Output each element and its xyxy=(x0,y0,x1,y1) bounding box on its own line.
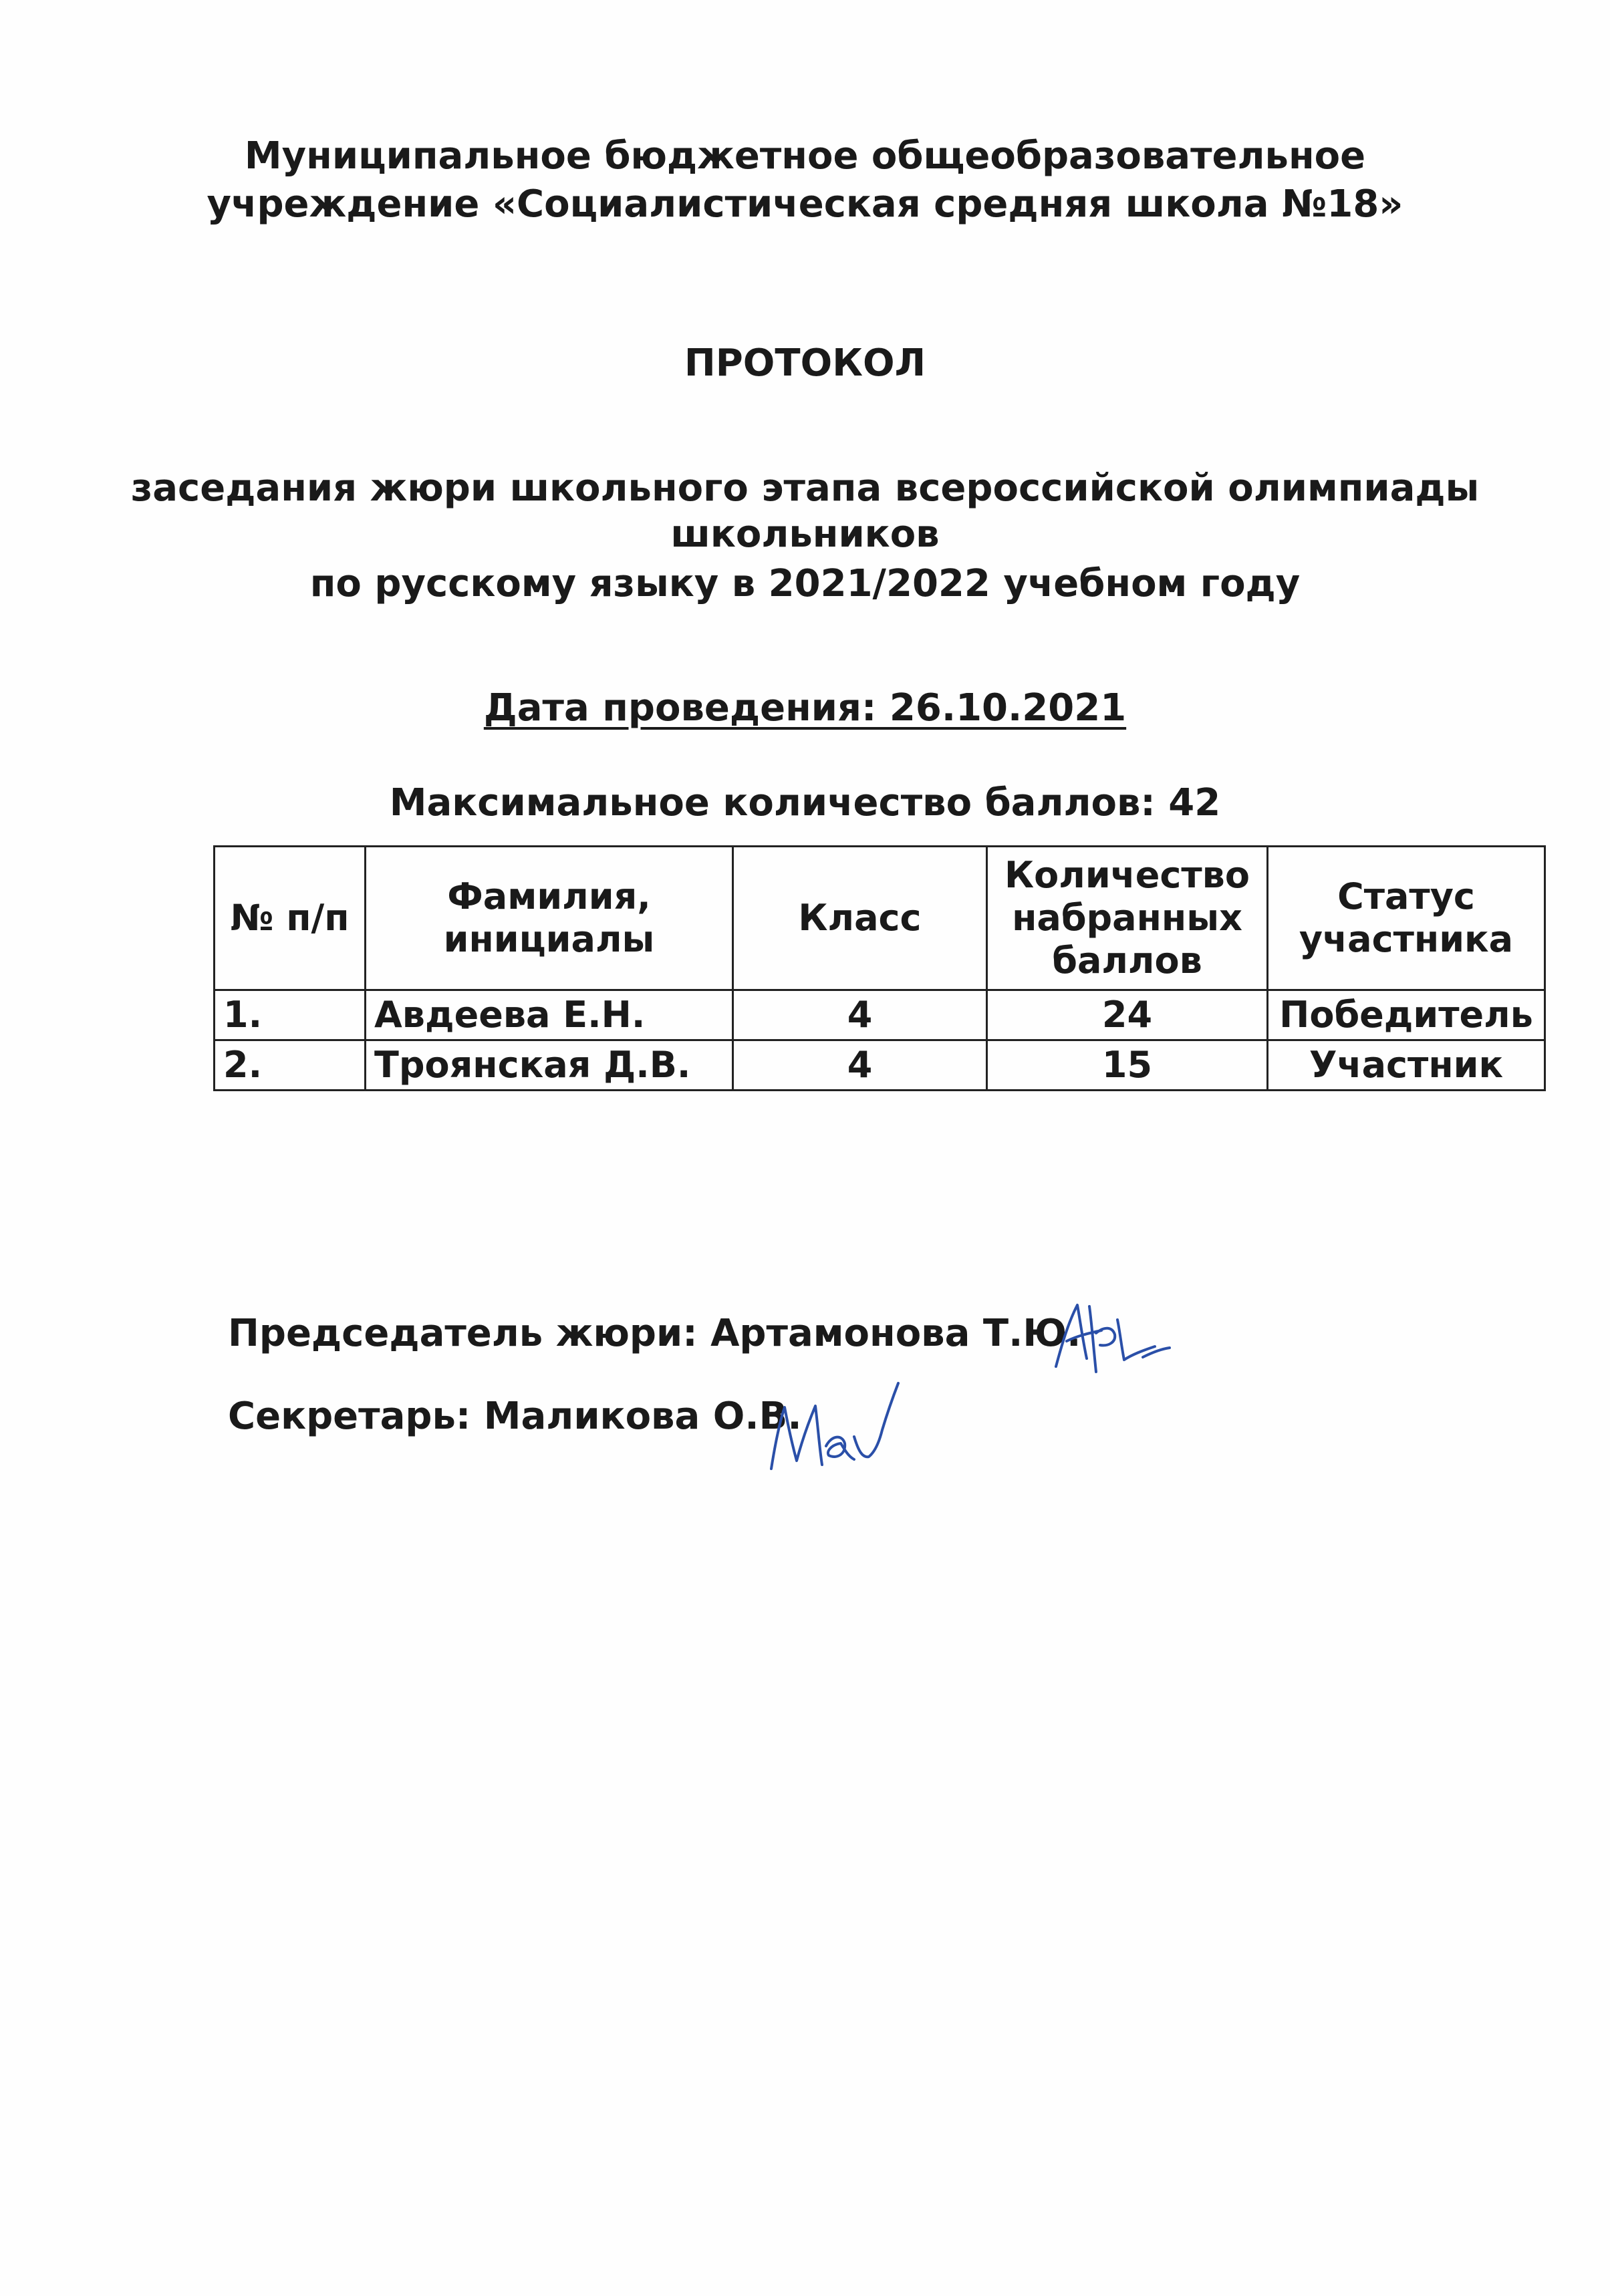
document-title: ПРОТОКОЛ xyxy=(684,341,926,385)
organization-name-line2: учреждение «Социалистическая средняя школа №18» xyxy=(207,182,1403,226)
results-table xyxy=(213,845,1546,1091)
column-header-points: Количество набранных баллов xyxy=(987,847,1268,990)
cell-grade: 4 xyxy=(733,1040,987,1091)
table-row xyxy=(215,1040,1545,1091)
cell-status: Победитель xyxy=(1268,990,1545,1040)
secretary-signature xyxy=(762,1377,909,1477)
chair-signature xyxy=(1043,1293,1176,1387)
subtitle-line3: по русскому языку в 2021/2022 учебном году xyxy=(309,562,1301,605)
subtitle-line2: школьников xyxy=(670,513,940,556)
organization-name-line1: Муниципальное бюджетное общеобразовательное xyxy=(244,134,1366,178)
table-header-row xyxy=(215,847,1545,990)
subtitle-line1: заседания жюри школьного этапа всероссийской олимпиады xyxy=(130,466,1480,510)
max-points: Максимальное количество баллов: 42 xyxy=(389,781,1221,825)
column-header-name: Фамилия, инициалы xyxy=(366,847,733,990)
cell-status: Участник xyxy=(1268,1040,1545,1091)
cell-number: 1. xyxy=(215,990,366,1040)
cell-name: Авдеева Е.Н. xyxy=(366,990,733,1040)
cell-points: 24 xyxy=(987,990,1268,1040)
event-date: Дата проведения: 26.10.2021 xyxy=(483,686,1127,730)
column-header-grade: Класс xyxy=(733,847,987,990)
cell-points: 15 xyxy=(987,1040,1268,1091)
cell-grade: 4 xyxy=(733,990,987,1040)
jury-secretary: Секретарь: Маликова О.В. xyxy=(228,1395,802,1438)
cell-number: 2. xyxy=(215,1040,366,1091)
column-header-status: Статус участника xyxy=(1268,847,1545,990)
jury-chair: Председатель жюри: Артамонова Т.Ю. xyxy=(228,1312,1081,1355)
column-header-number: № п/п xyxy=(215,847,366,990)
table-row xyxy=(215,990,1545,1040)
cell-name: Троянская Д.В. xyxy=(366,1040,733,1091)
